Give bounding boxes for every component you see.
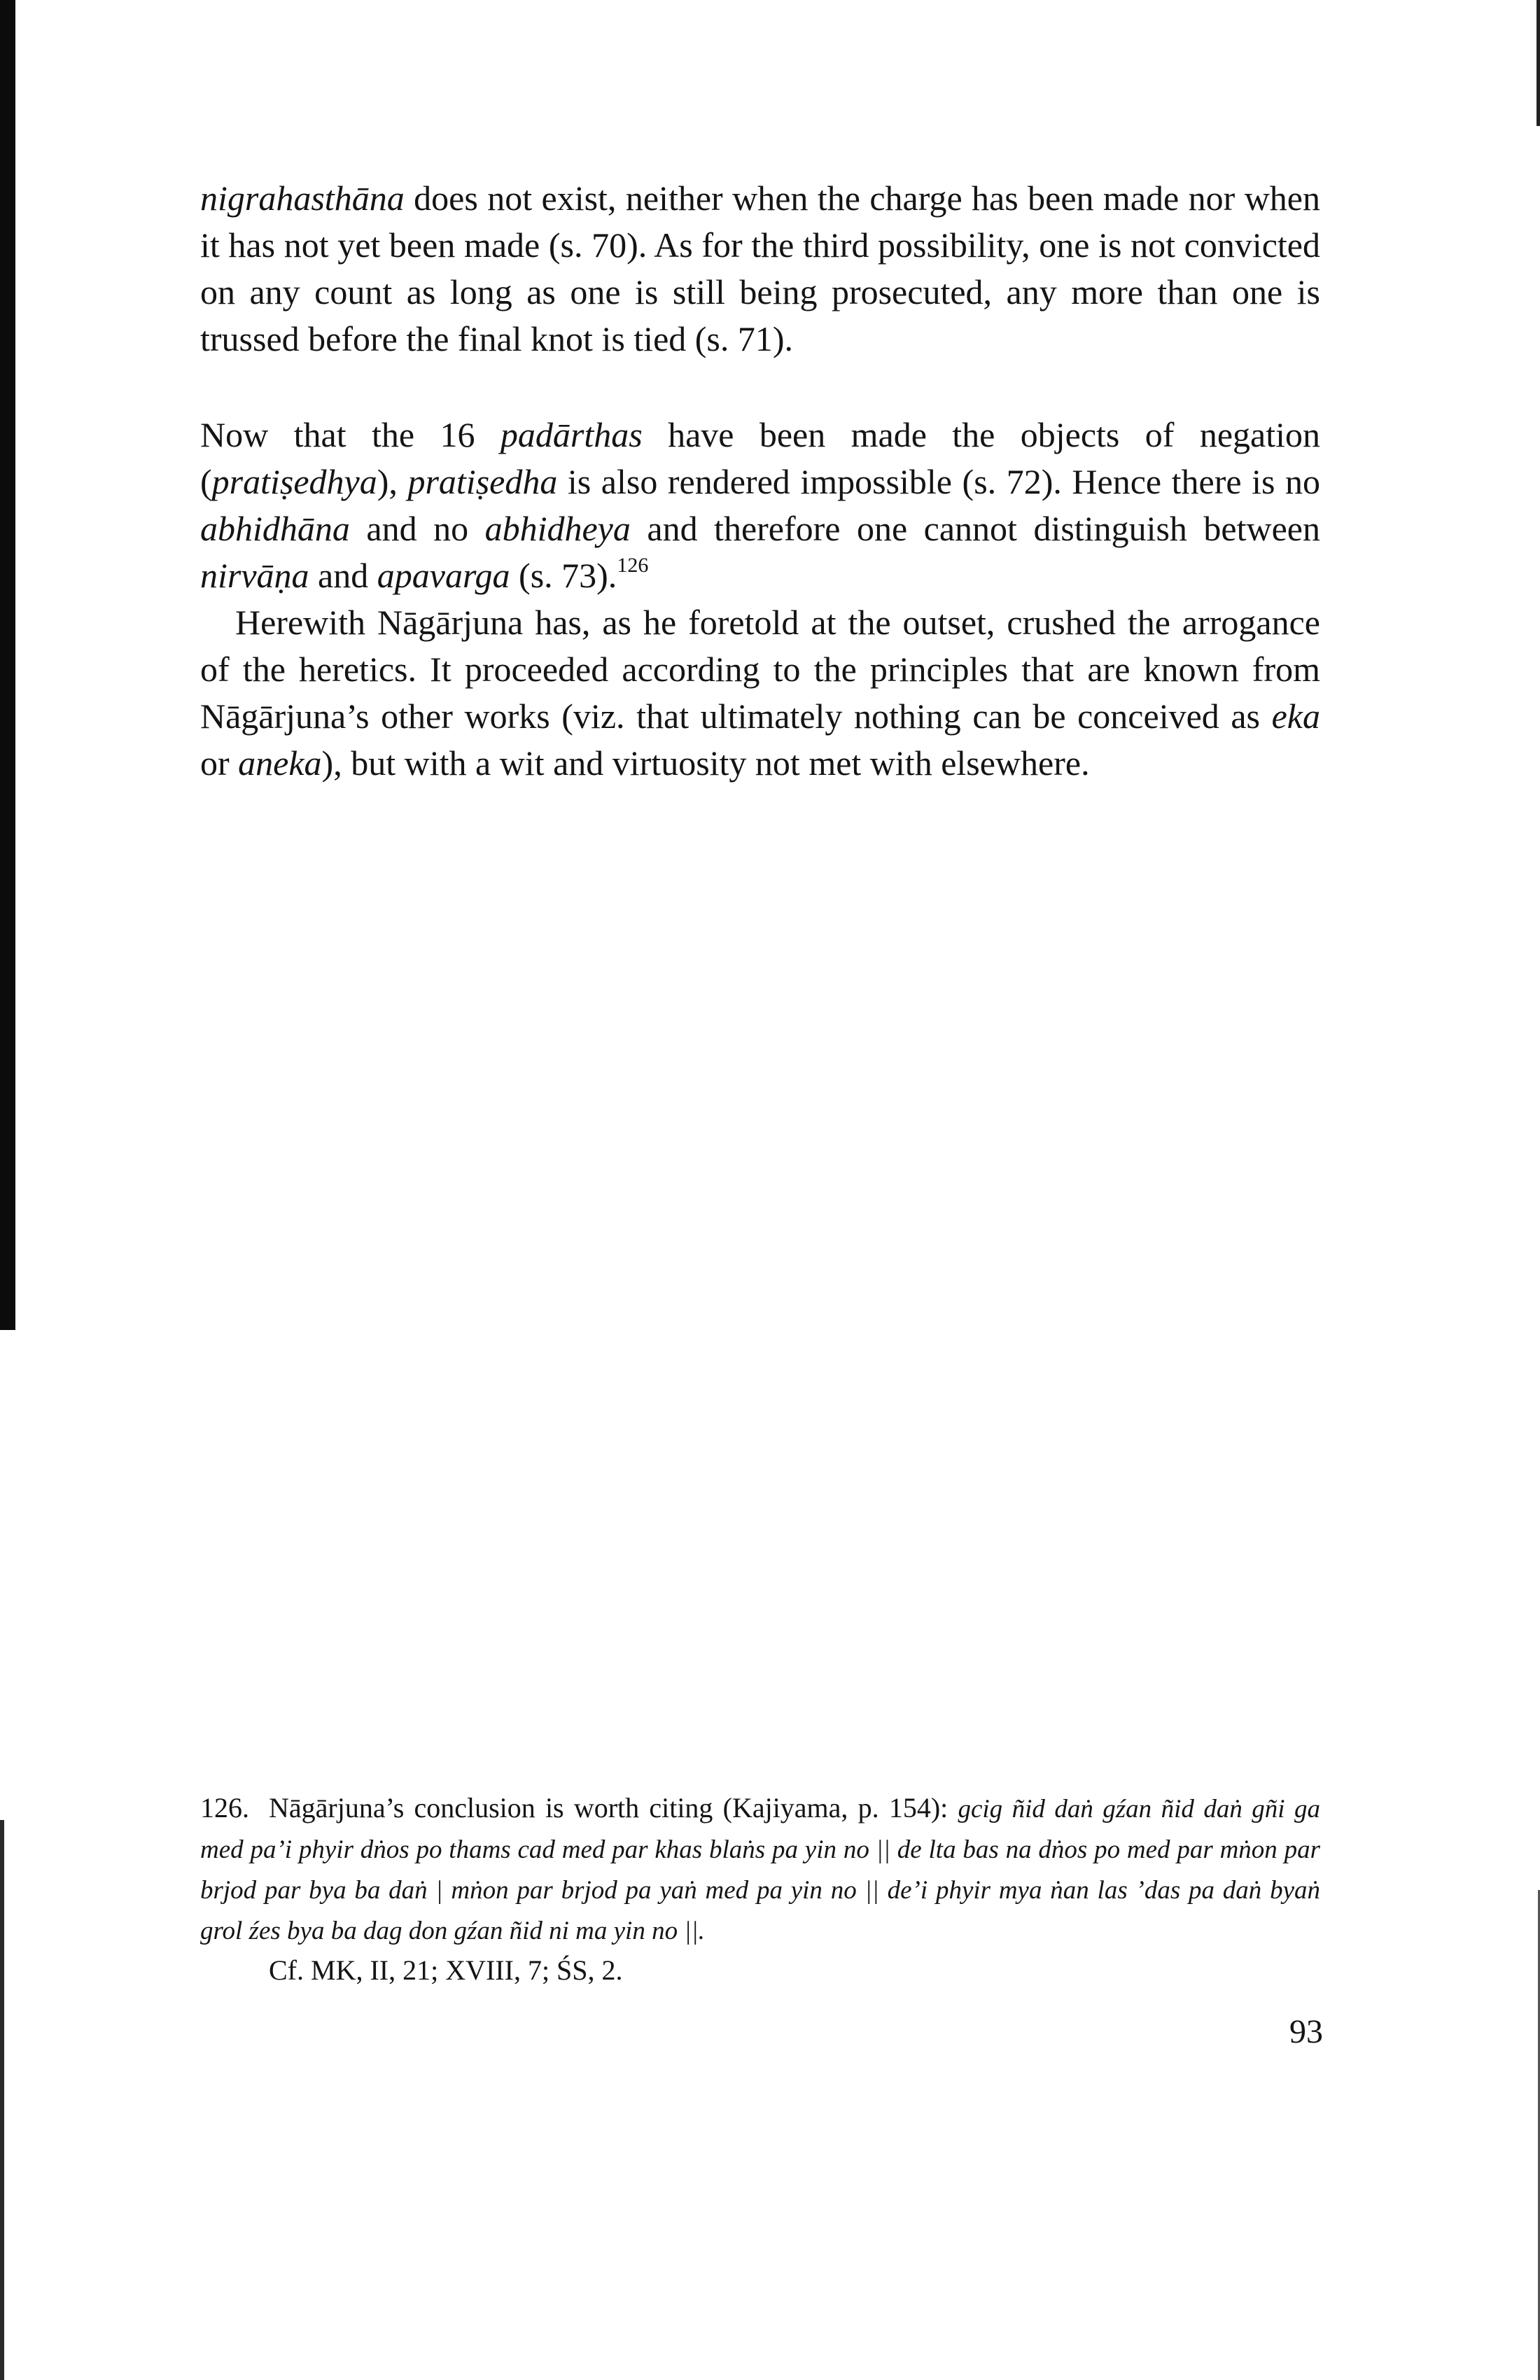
term-abhidheya: abhidheya bbox=[484, 509, 631, 548]
paragraph-3 bbox=[200, 599, 1320, 787]
text: (s. 73). bbox=[510, 556, 617, 595]
term-apavarga: apavarga bbox=[377, 556, 510, 595]
term-eka: eka bbox=[1271, 696, 1320, 736]
term-aneka: aneka bbox=[238, 743, 322, 783]
text: and no bbox=[349, 509, 485, 548]
footnote-cross-reference: Cf. MK, II, 21; XVIII, 7; ŚS, 2. bbox=[269, 1954, 623, 1986]
text: ), bbox=[377, 462, 408, 501]
text: and therefore one cannot distinguish between bbox=[630, 509, 1320, 548]
term-nigrahasthana: nigrahasthāna bbox=[200, 178, 405, 218]
term-nirvana: nirvāṇa bbox=[200, 556, 309, 595]
footnote-first-line bbox=[200, 1788, 1320, 1951]
text: Now that the 16 bbox=[200, 415, 500, 454]
page-body bbox=[200, 175, 1320, 787]
text: Herewith Nāgārjuna has, as he foretold at the outset, crushed the arrogance of the heretics. It proceeded according to the principles that are known from Nāgārjuna’s other works (viz. that ultimately nothing can be conceived as bbox=[200, 603, 1320, 736]
page-number: 93 bbox=[1289, 2013, 1323, 2050]
footnote-tibetan-quote: gcig ñid daṅ gźan ñid daṅ gñi ga med pa’i phyir dṅos po thams cad med par khas blaṅs pa yin no || de lta bas na dṅos po med par mṅon par brjod par bya ba daṅ | mṅon par brjod pa yaṅ med pa yin no || de’i phyir mya ṅan las ’das pa daṅ byaṅ grol źes bya ba dag don gźan ñid ni ma yin no ||. bbox=[200, 1795, 1320, 1945]
scan-edge-right bbox=[1536, 0, 1540, 126]
footnote-intro: Nāgārjuna’s conclusion is worth citing (Kajiyama, p. 154): bbox=[269, 1792, 958, 1823]
term-abhidhana: abhidhāna bbox=[200, 509, 350, 548]
footnote-126 bbox=[200, 1788, 1320, 1990]
scan-edge-left bbox=[0, 0, 15, 1330]
paragraph-gap bbox=[200, 363, 1320, 412]
text: have been made the objects of negation ( bbox=[200, 415, 1321, 501]
paragraph-1-text: does not exist, neither when the charge has been made nor when it has not yet been made (s. 70). As for the third possibility, one is not convicted on any count as long as one is still being prosecuted, any more than one is trussed before the final knot is tied (s. 71). bbox=[200, 178, 1320, 358]
text: is also rendered impossible (s. 72). Hence there is no bbox=[557, 462, 1320, 501]
text: ), but with a wit and virtuosity not met with elsewhere. bbox=[321, 743, 1090, 783]
paragraph-1 bbox=[200, 175, 1320, 363]
text: and bbox=[309, 556, 377, 595]
footnote-number: 126. bbox=[200, 1792, 249, 1823]
term-padarthas: padārthas bbox=[500, 415, 643, 454]
term-pratisedhya: pratiṣedhya bbox=[211, 462, 377, 501]
scan-edge-left-lower bbox=[0, 1820, 4, 2380]
text: or bbox=[200, 743, 239, 783]
footnote-reference[interactable]: 126 bbox=[617, 554, 649, 577]
paragraph-2 bbox=[200, 412, 1320, 599]
term-pratisedha: pratiṣedha bbox=[407, 462, 558, 501]
